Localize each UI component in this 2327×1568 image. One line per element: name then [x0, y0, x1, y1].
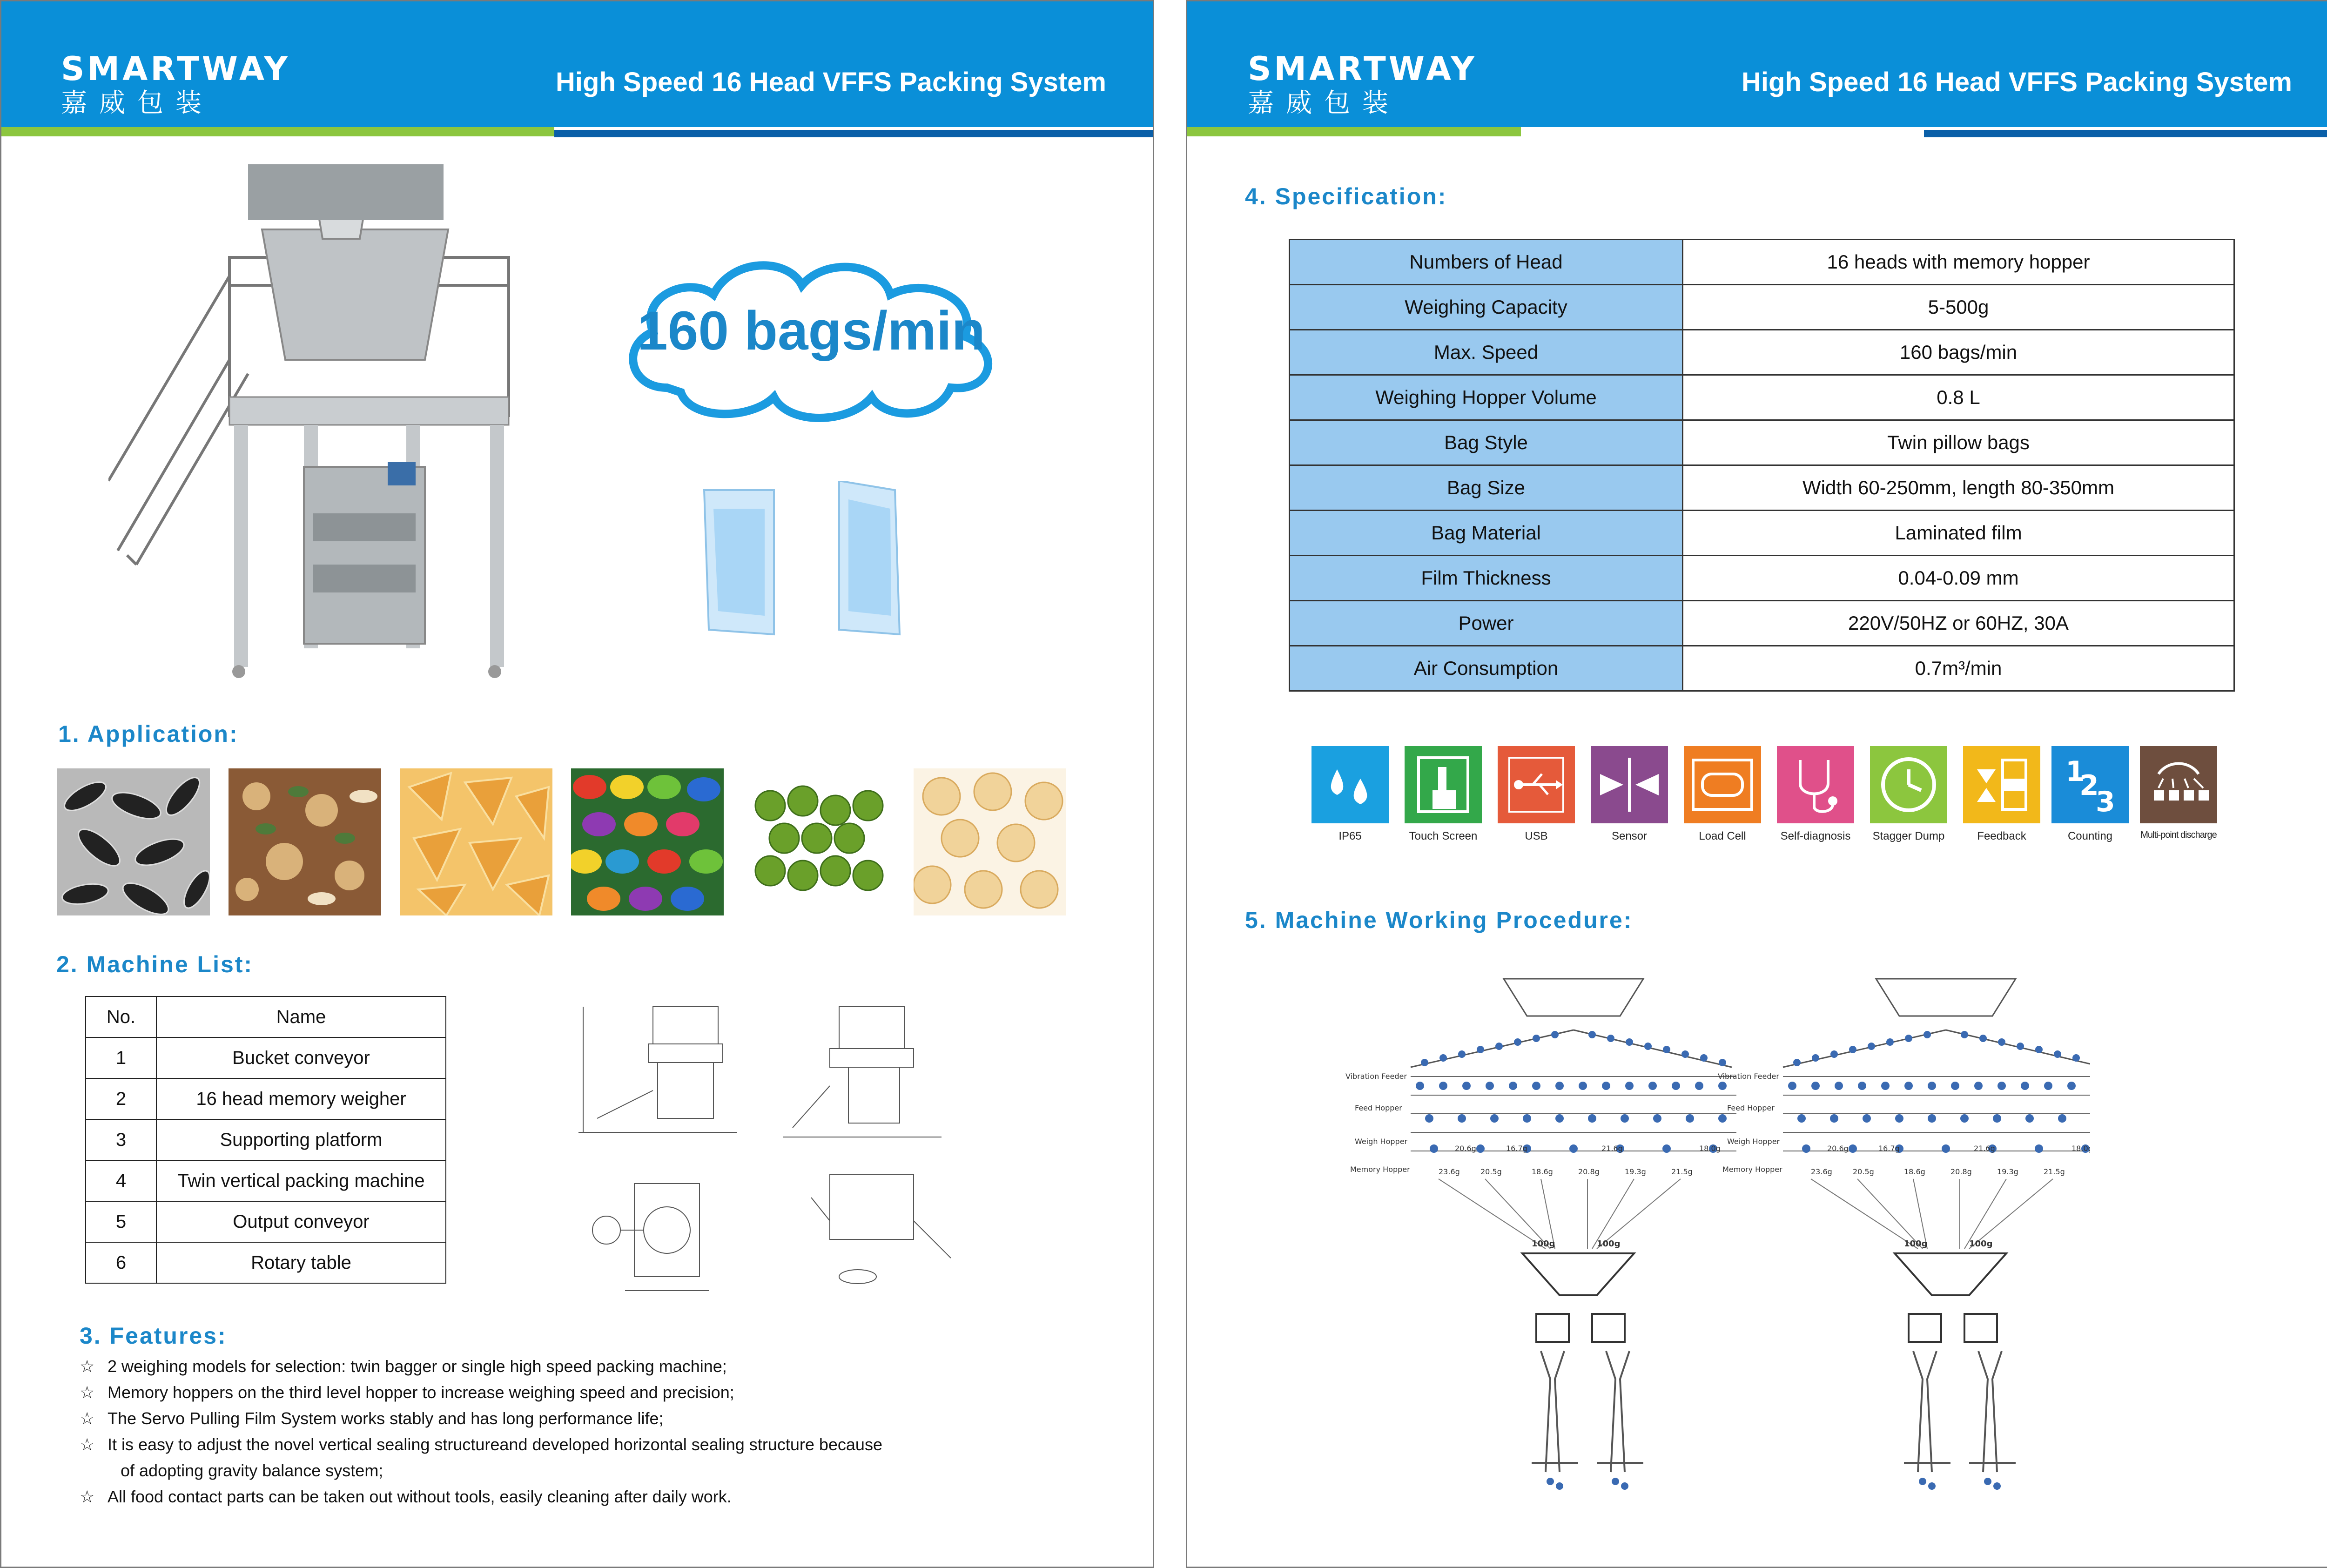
- specification-table: [1289, 239, 2235, 692]
- water-drops-icon: [1311, 746, 1389, 823]
- icon-label: IP65: [1338, 830, 1362, 842]
- spec-key: Bag Style: [1290, 420, 1683, 465]
- brand-logo: [61, 50, 290, 120]
- touch-hand-icon: [1405, 746, 1482, 823]
- table-row: [1290, 420, 2234, 465]
- list-item: [80, 1406, 882, 1432]
- row-no: 1: [86, 1037, 156, 1078]
- row-name: Output conveyor: [156, 1201, 446, 1242]
- row-name: Rotary table: [156, 1242, 446, 1283]
- machine-list-table: [85, 996, 446, 1284]
- table-header-row: [86, 996, 446, 1037]
- table-row: [1290, 556, 2234, 601]
- table-row: [1290, 375, 2234, 420]
- spec-key: Power: [1290, 601, 1683, 646]
- page-header: [1, 1, 1153, 127]
- table-row: [1290, 285, 2234, 330]
- logo-chinese: 嘉威包装: [1248, 88, 1400, 118]
- logo-english: SMARTWAY: [61, 50, 290, 88]
- table-row: [86, 1242, 446, 1283]
- spec-key: Air Consumption: [1290, 646, 1683, 691]
- output-weight-label: 100g: [1532, 1239, 1555, 1249]
- spec-value: 5-500g: [1683, 285, 2234, 330]
- list-item: [80, 1458, 882, 1484]
- section-title-specification: 4. Specification:: [1245, 183, 1447, 209]
- spec-value: Laminated film: [1683, 511, 2234, 556]
- feature-text: of adopting gravity balance system;: [121, 1461, 383, 1480]
- spec-value: 160 bags/min: [1683, 330, 2234, 375]
- spec-value: 0.7m³/min: [1683, 646, 2234, 691]
- table-row: [1290, 330, 2234, 375]
- svg-text:2: 2: [2079, 769, 2099, 802]
- icon-sensor: [1583, 746, 1676, 843]
- logo-english: SMARTWAY: [1248, 50, 1477, 88]
- weight-label: 20.5g: [1480, 1167, 1502, 1176]
- star-icon: ☆: [80, 1357, 95, 1376]
- procedure-label: Feed Hopper: [1355, 1104, 1402, 1112]
- table-row: [1290, 511, 2234, 556]
- icon-touch-screen: [1397, 746, 1490, 843]
- list-item: [80, 1432, 882, 1458]
- spec-value: Twin pillow bags: [1683, 420, 2234, 465]
- features-list: [80, 1353, 882, 1510]
- procedure-label: Vibration Feeder: [1345, 1072, 1407, 1081]
- green-peas-image: [742, 768, 895, 915]
- icon-ip65: [1304, 746, 1397, 843]
- svg-text:3: 3: [2096, 786, 2115, 818]
- procedure-label: Memory Hopper: [1350, 1165, 1410, 1174]
- list-item: [80, 1380, 882, 1406]
- sensor-arrows-icon: [1591, 746, 1668, 823]
- packing-machine-image: [108, 164, 527, 690]
- section-title-features: 3. Features:: [80, 1323, 227, 1349]
- weight-label: 18.0g: [1699, 1144, 1721, 1153]
- left-page: [0, 0, 1154, 1568]
- feature-text: It is easy to adjust the novel vertical sealing structureand developed horizontal sealing structure because: [108, 1435, 882, 1454]
- output-weight-label: 100g: [1597, 1239, 1621, 1249]
- row-no: 4: [86, 1160, 156, 1201]
- granola-nuts-image: [229, 768, 381, 915]
- table-row: [1290, 240, 2234, 285]
- spec-value: Width 60-250mm, length 80-350mm: [1683, 465, 2234, 511]
- working-procedure-diagram: [1345, 969, 2090, 1500]
- icon-self-diagnosis: [1769, 746, 1862, 843]
- star-icon: ☆: [80, 1487, 95, 1506]
- stethoscope-icon: [1777, 746, 1854, 823]
- weight-label: 16.7g: [1506, 1144, 1527, 1153]
- star-icon: ☆: [80, 1435, 95, 1454]
- feature-text: 2 weighing models for selection: twin bagger or single high speed packing machine;: [108, 1357, 727, 1376]
- icon-label: Self-diagnosis: [1780, 830, 1851, 842]
- icon-load-cell: [1676, 746, 1769, 843]
- usb-icon: [1498, 746, 1575, 823]
- row-no: 6: [86, 1242, 156, 1283]
- table-row: [86, 1160, 446, 1201]
- feedback-icon: [1963, 746, 2040, 823]
- spec-value: 0.04-0.09 mm: [1683, 556, 2234, 601]
- multi-discharge-icon: [2140, 746, 2217, 823]
- jelly-beans-image: [571, 768, 724, 915]
- section-title-application: 1. Application:: [58, 721, 239, 747]
- clock-icon: [1870, 746, 1947, 823]
- header-title: High Speed 16 Head VFFS Packing System: [556, 67, 1106, 97]
- load-cell-icon: [1684, 746, 1761, 823]
- weight-label: 18.6g: [1532, 1167, 1553, 1176]
- weight-label: 20.8g: [1578, 1167, 1600, 1176]
- star-icon: ☆: [80, 1383, 95, 1402]
- list-item: [80, 1484, 882, 1510]
- header-stripe-blue: [1924, 130, 2327, 137]
- feature-text: The Servo Pulling Film System works stably and has long performance life;: [108, 1409, 664, 1428]
- row-name: Twin vertical packing machine: [156, 1160, 446, 1201]
- table-row: [86, 1037, 446, 1078]
- section-title-procedure: 5. Machine Working Procedure:: [1245, 907, 1633, 933]
- header-stripe-green: [1, 127, 554, 136]
- table-row: [1290, 465, 2234, 511]
- row-no: 2: [86, 1078, 156, 1119]
- spec-value: 220V/50HZ or 60HZ, 30A: [1683, 601, 2234, 646]
- feature-text: All food contact parts can be taken out without tools, easily cleaning after daily work.: [108, 1487, 732, 1506]
- spec-key: Numbers of Head: [1290, 240, 1683, 285]
- twin-pillow-bags-image: [699, 481, 918, 639]
- table-row: [86, 1201, 446, 1242]
- biscuit-balls-image: [914, 768, 1066, 915]
- icon-label: Sensor: [1611, 830, 1648, 842]
- header-no: No.: [86, 996, 156, 1037]
- weight-label: 19.3g: [1625, 1167, 1646, 1176]
- logo-chinese: 嘉威包装: [61, 88, 214, 118]
- counting-123-icon: [2051, 746, 2129, 823]
- sunflower-seeds-image: [57, 768, 210, 915]
- spec-key: Weighing Hopper Volume: [1290, 375, 1683, 420]
- star-icon: ☆: [80, 1409, 95, 1428]
- row-name: 16 head memory weigher: [156, 1078, 446, 1119]
- right-page: [1186, 0, 2327, 1568]
- row-no: 5: [86, 1201, 156, 1242]
- section-title-machine-list: 2. Machine List:: [56, 951, 254, 977]
- icon-stagger-dump: [1862, 746, 1955, 843]
- icon-label: USB: [1525, 830, 1548, 842]
- spec-key: Film Thickness: [1290, 556, 1683, 601]
- table-row: [86, 1078, 446, 1119]
- header-title: High Speed 16 Head VFFS Packing System: [1742, 67, 2292, 97]
- weight-label: 21.5g: [1671, 1167, 1693, 1176]
- icon-usb: [1490, 746, 1583, 843]
- spec-value: 0.8 L: [1683, 375, 2234, 420]
- table-row: [86, 1119, 446, 1160]
- header-stripe-blue: [554, 130, 1153, 137]
- row-name: Supporting platform: [156, 1119, 446, 1160]
- spec-key: Max. Speed: [1290, 330, 1683, 375]
- weight-label: 23.6g: [1439, 1167, 1460, 1176]
- spec-key: Bag Size: [1290, 465, 1683, 511]
- spec-key: Bag Material: [1290, 511, 1683, 556]
- technical-drawings-image: [569, 979, 1081, 1305]
- icon-label: Multi-point discharge: [2140, 830, 2217, 840]
- icon-feedback: [1955, 746, 2048, 843]
- brand-logo: [1248, 50, 1477, 120]
- table-row: [1290, 646, 2234, 691]
- icon-multi-point-discharge: [2132, 746, 2225, 841]
- icon-counting: [2044, 746, 2137, 843]
- icon-label: Counting: [2067, 830, 2113, 842]
- list-item: [80, 1353, 882, 1380]
- icon-label: Load Cell: [1699, 830, 1746, 842]
- spec-value: 16 heads with memory hopper: [1683, 240, 2234, 285]
- icon-label: Touch Screen: [1409, 830, 1478, 842]
- row-name: Bucket conveyor: [156, 1037, 446, 1078]
- row-no: 3: [86, 1119, 156, 1160]
- page-header: [1187, 1, 2327, 127]
- header-name: Name: [156, 996, 446, 1037]
- weight-label: 21.6g: [1601, 1144, 1623, 1153]
- icon-label: Feedback: [1977, 830, 2026, 842]
- spec-key: Weighing Capacity: [1290, 285, 1683, 330]
- corn-snacks-image: [400, 768, 552, 915]
- table-row: [1290, 601, 2234, 646]
- svg-text:1: 1: [2065, 755, 2085, 788]
- icon-label: Stagger Dump: [1872, 830, 1945, 842]
- feature-text: Memory hoppers on the third level hopper to increase weighing speed and precision;: [108, 1383, 734, 1402]
- weight-label: 20.6g: [1455, 1144, 1476, 1153]
- header-stripe-green: [1187, 127, 1521, 136]
- procedure-label: Weigh Hopper: [1355, 1137, 1408, 1146]
- speed-badge: 160 bags/min: [637, 300, 985, 362]
